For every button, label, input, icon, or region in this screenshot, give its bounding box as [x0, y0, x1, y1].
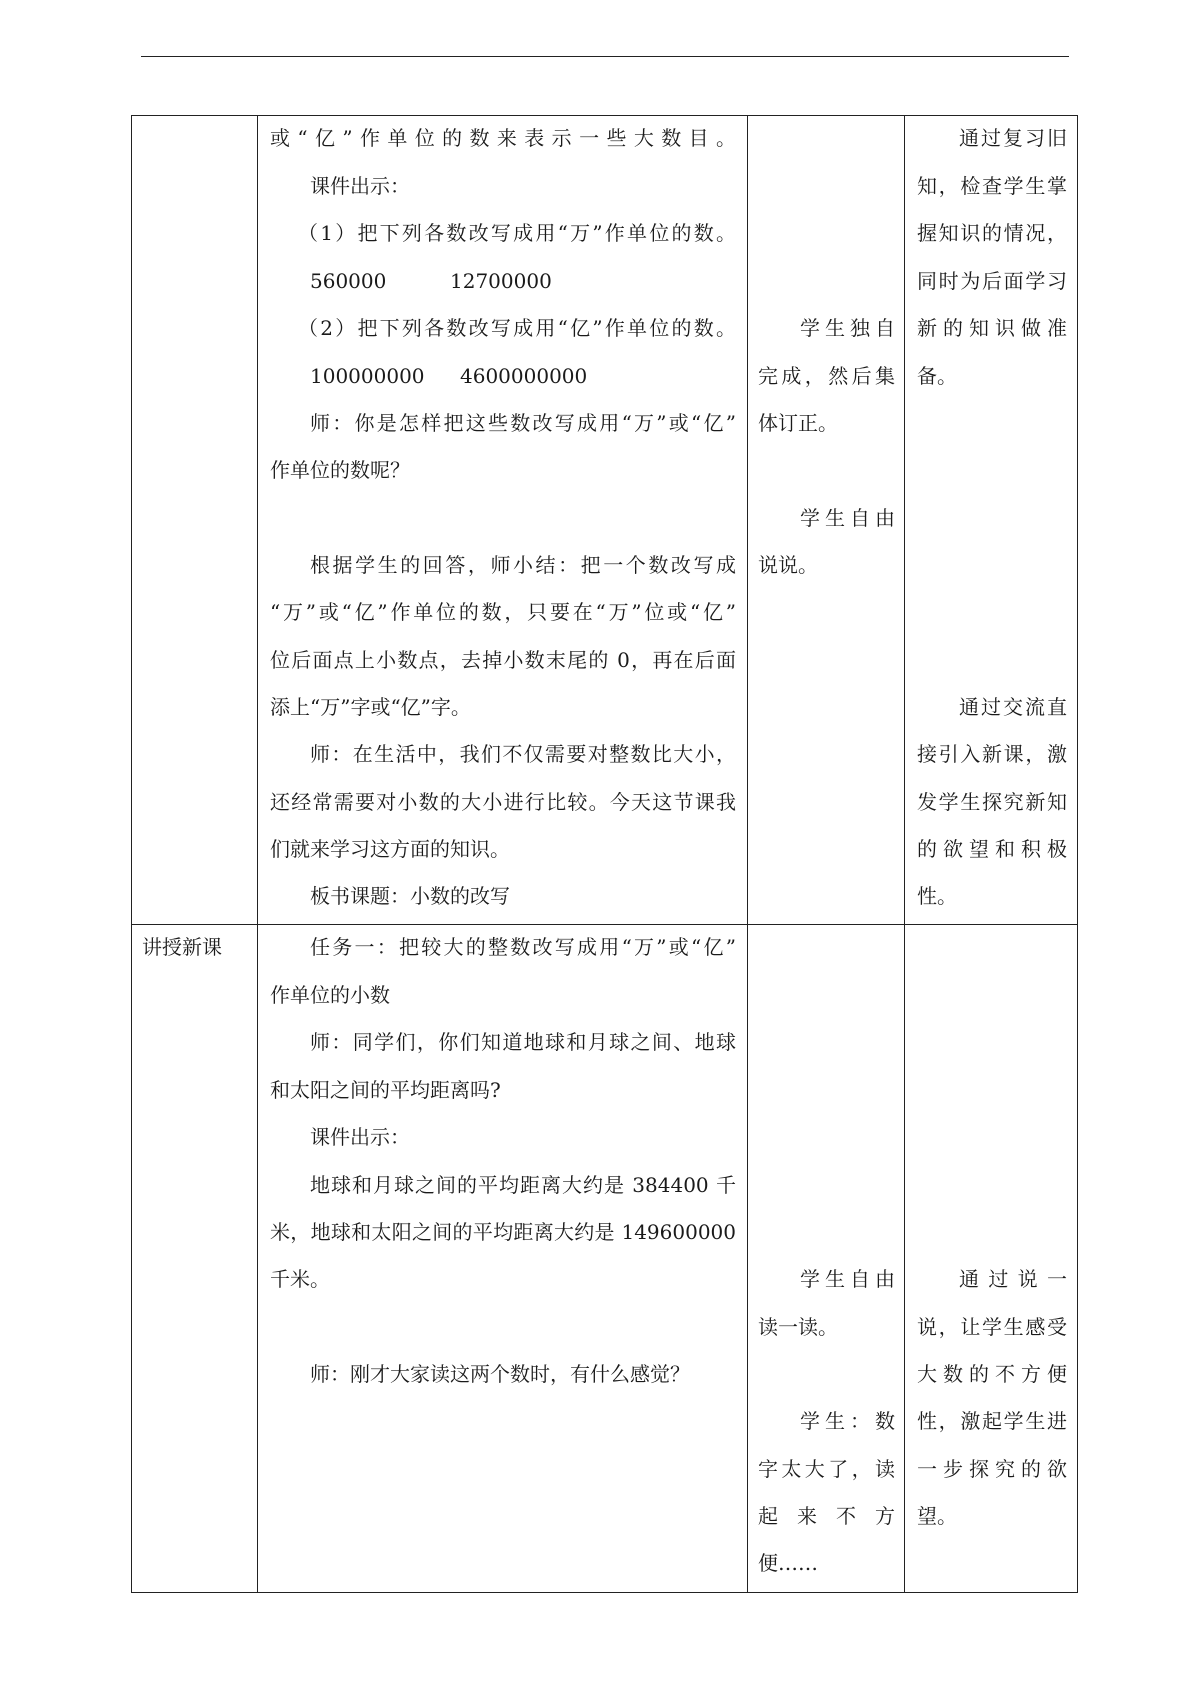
text-line: （2）把下列各数改写成用“亿”作单位的数。: [298, 316, 736, 340]
text-line: 学生独自: [800, 316, 895, 340]
lesson-plan-table: [131, 115, 1078, 1593]
text-line: 根据学生的回答，师小结：把一个数改写成: [310, 553, 736, 577]
text-line: “万”或“亿”作单位的数，只要在“万”位或“亿”: [270, 600, 736, 624]
number: 560000: [310, 269, 387, 293]
text-line: 学生自由: [800, 506, 895, 530]
text-line: 师：同学们，你们知道地球和月球之间、地球: [310, 1030, 736, 1054]
table-row: [132, 925, 1078, 1593]
text-line: 地球和月球之间的平均距离大约是 384400 千: [310, 1173, 736, 1197]
student-activity-cell: [748, 925, 905, 1593]
text-line: 通过说一: [959, 1267, 1067, 1291]
student-activity-cell: [748, 116, 905, 925]
design-intent-cell: [905, 925, 1078, 1593]
teaching-process-cell: [258, 925, 748, 1593]
text-line: 作单位的数呢？: [270, 458, 410, 482]
text-line: 体订正。: [758, 411, 838, 435]
text-line: 读一读。: [758, 1315, 838, 1339]
number: 12700000: [450, 269, 552, 293]
text-line: 的欲望和积极: [917, 837, 1067, 861]
text-line: 说，让学生感受: [917, 1315, 1067, 1339]
text-line: 同时为后面学习: [917, 269, 1067, 293]
text-line: 千米。: [270, 1267, 330, 1291]
number: 100000000: [310, 364, 425, 388]
text-line: 师：你是怎样把这些数改写成用“万”或“亿”: [310, 411, 736, 435]
stage-cell: [132, 116, 258, 925]
text-line: 还经常需要对小数的大小进行比较。今天这节课我: [270, 790, 736, 814]
text-line: 备。: [917, 364, 957, 388]
number-pair: [310, 267, 690, 295]
text-line: 师：刚才大家读这两个数时，有什么感觉？: [310, 1362, 690, 1386]
text-line: 任务一：把较大的整数改写成用“万”或“亿”: [310, 935, 736, 959]
text-line: 位后面点上小数点，去掉小数末尾的 0，再在后面: [270, 648, 736, 672]
table-row: [132, 116, 1078, 925]
text-line: 一步探究的欲: [917, 1457, 1067, 1481]
text-line: 和太阳之间的平均距离吗?: [270, 1078, 501, 1102]
text-line: 板书课题：小数的改写: [310, 884, 510, 908]
text-line: 字太大了，读: [758, 1457, 895, 1481]
text-line: 握知识的情况，: [917, 221, 1067, 245]
text-line: （1）把下列各数改写成用“万”作单位的数。: [298, 221, 736, 245]
text-line: 知，检查学生掌: [917, 174, 1067, 198]
text-line: 性。: [917, 884, 957, 908]
text-line: 们就来学习这方面的知识。: [270, 837, 510, 861]
text-line: 大数的不方便: [917, 1362, 1067, 1386]
text-line: 性，激起学生进: [917, 1409, 1067, 1433]
text-line: 作单位的小数: [270, 983, 390, 1007]
text-line: 师：在生活中，我们不仅需要对整数比大小，: [310, 742, 736, 766]
text-line: 课件出示：: [310, 174, 410, 198]
text-line: 学生：数: [800, 1409, 895, 1433]
stage-label: 讲授新课: [142, 935, 222, 959]
text-line: 便……: [758, 1551, 818, 1575]
text-line: 望。: [917, 1504, 957, 1528]
number: 4600000000: [460, 364, 588, 388]
text-line: 起来不方: [758, 1504, 895, 1528]
text-line: 课件出示：: [310, 1125, 410, 1149]
text-line: 发学生探究新知: [917, 790, 1067, 814]
header-rule: [141, 56, 1069, 57]
text-line: 说说。: [758, 553, 818, 577]
text-line: 通过交流直: [959, 695, 1067, 719]
stage-cell: [132, 925, 258, 1593]
text-line: 学生自由: [800, 1267, 895, 1291]
number-pair: [310, 362, 690, 390]
text-line: 米，地球和太阳之间的平均距离大约是 149600000: [270, 1220, 736, 1244]
text-line: 新的知识做准: [917, 316, 1067, 340]
text-line: 接引入新课，激: [917, 742, 1067, 766]
design-intent-cell: [905, 116, 1078, 925]
text-line: 或“亿”作单位的数来表示一些大数目。: [270, 126, 736, 150]
text-line: 完成，然后集: [758, 364, 895, 388]
text-line: 添上“万”字或“亿”字。: [270, 695, 471, 719]
text-line: 通过复习旧: [959, 126, 1067, 150]
teaching-process-cell: [258, 116, 748, 925]
